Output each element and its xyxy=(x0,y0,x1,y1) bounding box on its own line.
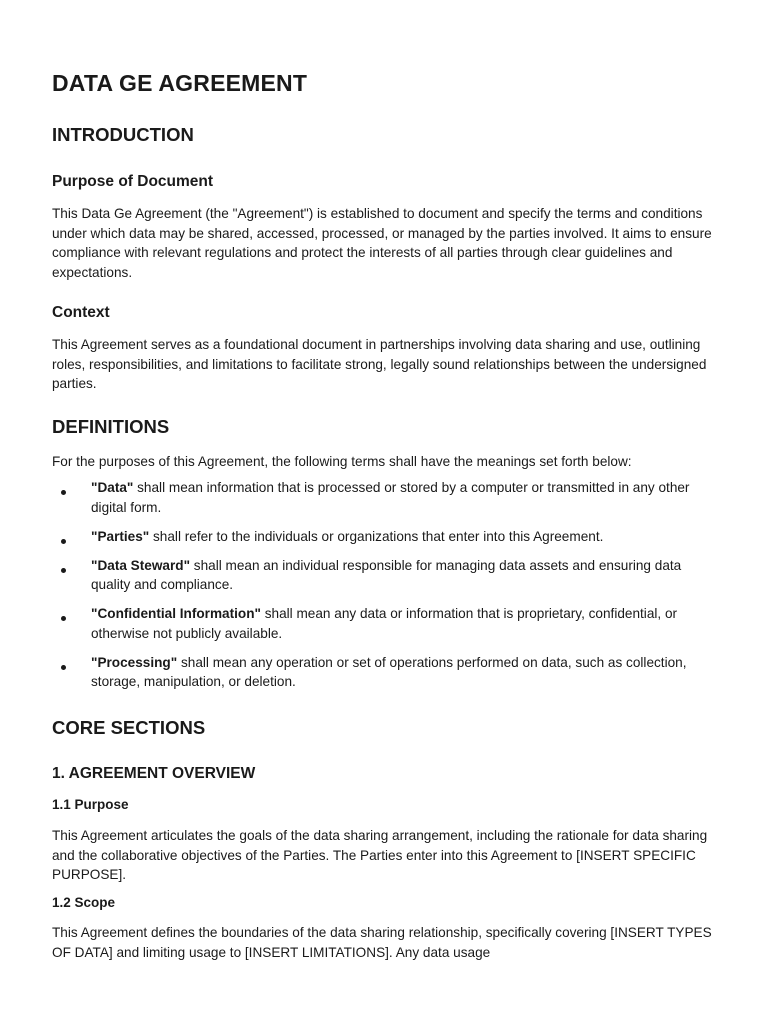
definition-text: shall mean information that is processed or stored by a computer or transmitted in any other digital form. xyxy=(91,480,690,515)
definitions-list xyxy=(52,478,724,701)
definition-processing xyxy=(52,653,724,692)
definition-text: shall mean any operation or set of operations performed on data, such as collection, storage, manipulation, or deletion. xyxy=(91,654,687,689)
definition-term: "Data" xyxy=(91,480,134,495)
definition-parties xyxy=(52,527,724,547)
core-sections-heading: CORE SECTIONS xyxy=(52,717,206,738)
bullet-icon xyxy=(61,490,66,495)
definition-data xyxy=(52,478,724,517)
agreement-overview-heading: 1. AGREEMENT OVERVIEW xyxy=(52,765,256,782)
purpose-of-document-text: This Data Ge Agreement (the "Agreement") is established to document and specify the terms and conditions under which data may be shared, accessed, processed, or managed by the parties involved. It aims to ensure compliance with relevant regulations and protect the interests of all parties through clear guidelines and expectations. xyxy=(52,206,712,280)
purpose-of-document-heading: Purpose of Document xyxy=(52,173,214,190)
introduction-heading: INTRODUCTION xyxy=(52,124,194,145)
definition-term: "Data Steward" xyxy=(91,557,191,573)
bullet-icon xyxy=(61,616,66,621)
section-1-2-heading: 1.2 Scope xyxy=(52,895,116,910)
definition-term: "Parties" xyxy=(91,528,150,544)
bullet-icon xyxy=(61,568,66,573)
bullet-icon xyxy=(61,665,66,670)
section-1-1-heading: 1.1 Purpose xyxy=(52,797,129,812)
definitions-heading: DEFINITIONS xyxy=(52,416,170,437)
context-heading: Context xyxy=(52,304,110,321)
definitions-intro: For the purposes of this Agreement, the following terms shall have the meanings set forth below: xyxy=(52,454,632,469)
context-text: This Agreement serves as a foundational document in partnerships involving data sharing and use, outlining roles, responsibilities, and limitations to facilitate strong, legally sound relationships between the undersigned parties. xyxy=(52,337,707,391)
section-1-2-text: This Agreement defines the boundaries of the data sharing relationship, specifically covering [INSERT TYPES OF DATA] and limiting usage to [INSERT LIMITATIONS]. Any data usage xyxy=(52,925,712,960)
definition-text: shall mean an individual responsible for managing data assets and ensuring data quality and compliance. xyxy=(91,557,682,592)
section-1-1-text: This Agreement articulates the goals of the data sharing arrangement, including the rationale for data sharing and the collaborative objectives of the Parties. The Parties enter into this Agreement to [INSERT SPECIFIC PURPOSE]. xyxy=(52,828,708,882)
bullet-icon xyxy=(61,539,66,544)
definition-term: "Confidential Information" xyxy=(91,606,261,621)
definition-text: shall refer to the individuals or organizations that enter into this Agreement. xyxy=(149,528,604,544)
definition-text: shall mean any data or information that is proprietary, confidential, or otherwise not publicly available. xyxy=(91,606,678,641)
document-title: DATA GE AGREEMENT xyxy=(52,70,308,96)
definition-data-steward xyxy=(52,556,724,595)
definition-confidential-information xyxy=(52,604,724,643)
definition-term: "Processing" xyxy=(91,654,178,670)
